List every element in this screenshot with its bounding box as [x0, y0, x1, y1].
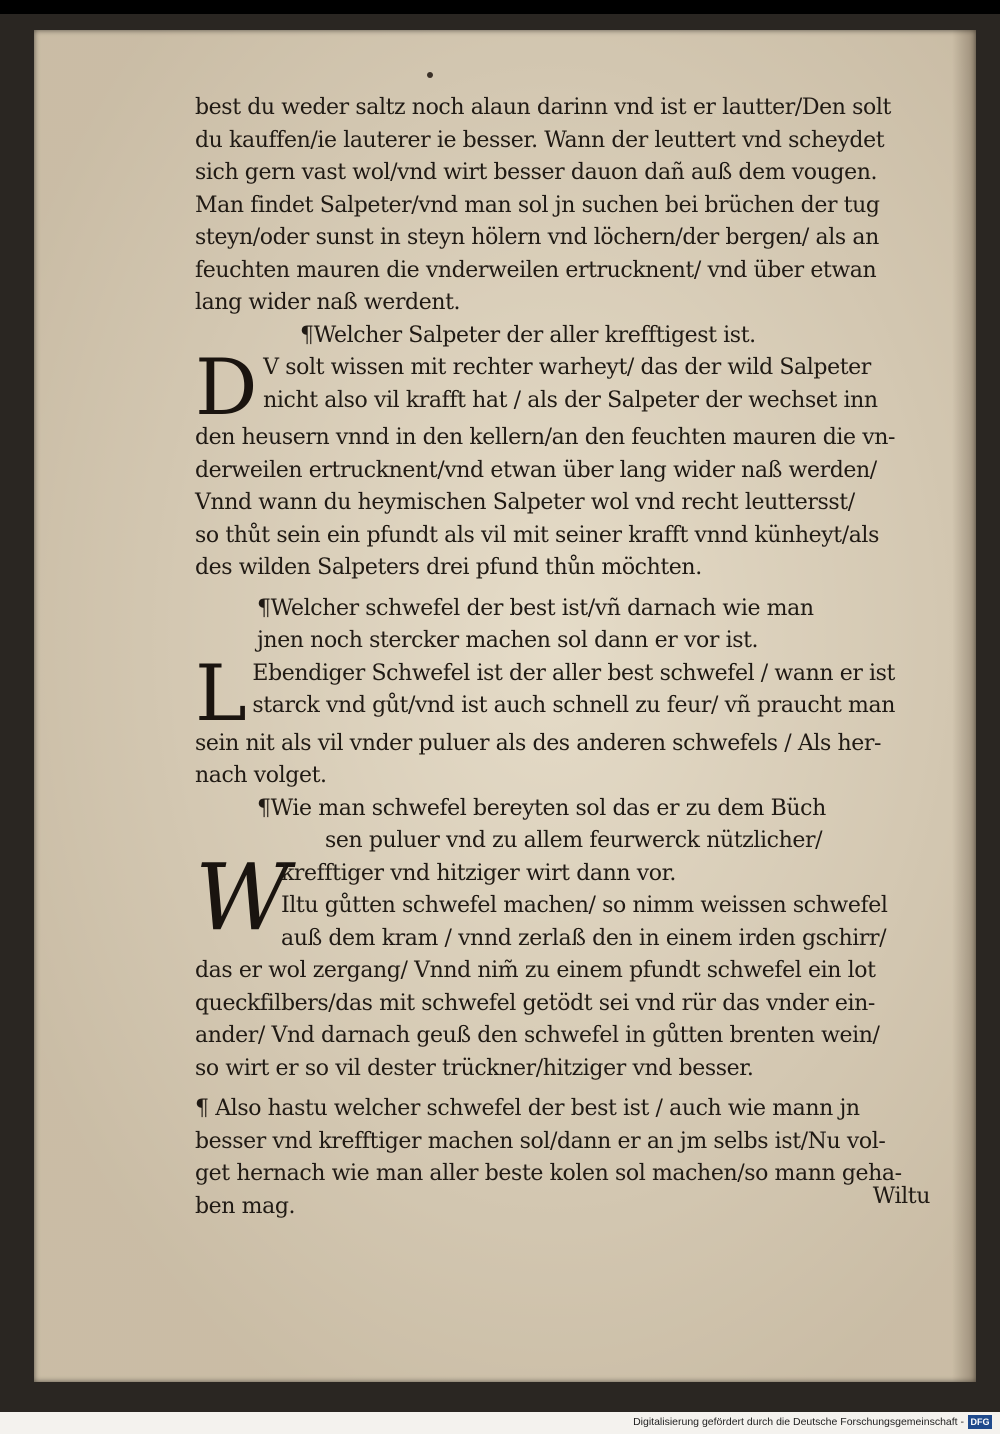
funding-credit: Digitalisierung gefördert durch die Deutsche Forschungsgemeinschaft -	[633, 1416, 964, 1428]
initial-letter: W	[195, 857, 290, 951]
text-line: des wilden Salpeters drei pfund thůn möchten.	[195, 555, 702, 580]
text-line: Ebendiger Schwefel ist der aller best schwefel / wann er ist	[252, 660, 895, 686]
text-line: derweilen ertrucknent/vnd etwan über lang wider naß werden/	[195, 457, 877, 483]
footer-bar	[0, 1412, 1000, 1434]
text-line: ander/ Vnd darnach geuß den schwefel in gůtten brenten wein/	[195, 1023, 880, 1048]
text-line: feuchten mauren die vnderweilen ertrucknent/ vnd über etwan	[195, 257, 877, 283]
page-text	[195, 92, 930, 1223]
text-line: queckfilbers/das mit schwefel getödt sei vnd rür das vnder ein-	[195, 990, 875, 1016]
block-1	[195, 92, 930, 320]
text-line: ¶Welcher schwefel der best ist/vñ darnach wie man	[257, 595, 814, 621]
text-line: so wirt er so vil dester trückner/hitziger vnd besser.	[195, 1055, 754, 1081]
dfg-logo-icon: DFG	[968, 1415, 992, 1429]
text-line: so thůt sein ein pfundt als vil mit seiner krafft vnnd künheyt/als	[195, 522, 879, 548]
paragraph-salpeter	[195, 352, 930, 422]
text-line: get hernach wie man aller beste kolen sol machen/so mann geha-	[195, 1161, 902, 1186]
section-heading-schwefel	[195, 593, 930, 658]
page-spine-shadow	[952, 30, 976, 1382]
text-line: jnen noch stercker machen sol dann er vor ist.	[257, 628, 759, 653]
text-line: lang wider naß werdent.	[195, 290, 461, 315]
section-heading-bereyten	[195, 793, 930, 858]
text-line: den heusern vnnd in den kellern/an den feuchten mauren die vn-	[195, 425, 896, 450]
text-line: Man findet Salpeter/vnd man sol jn suchen bei brüchen der tug	[195, 192, 880, 218]
text-line: besser vnd krefftiger machen sol/dann er an jm selbs ist/Nu vol-	[195, 1128, 886, 1154]
text-span: ben mag.	[195, 1193, 296, 1219]
text-line: sen puluer vnd zu allem feurwerck nützlicher/	[325, 828, 823, 853]
catchword: Wiltu	[872, 1183, 930, 1209]
initial-letter: L	[195, 657, 247, 728]
text-line: ¶Wie man schwefel bereyten sol das er zu dem Büch	[257, 795, 826, 821]
section-heading: ¶Welcher Salpeter der aller krefftigest ist.	[300, 322, 756, 348]
text-line: nicht also vil krafft hat / als der Salpeter der wechset inn	[263, 387, 878, 413]
text-line: das er wol zergang/ Vnnd nim̃ zu einem pfundt schwefel ein lot	[195, 958, 876, 983]
text-line: best du weder saltz noch alaun darinn vnd ist er lautter/Den solt	[195, 95, 891, 120]
scan-top-bar	[0, 0, 1000, 14]
text-line: auß dem kram / vnnd zerlaß den in einem irden gschirr/	[281, 925, 887, 951]
text-line: sich gern vast wol/vnd wirt besser dauon dañ auß dem vougen.	[195, 160, 878, 185]
text-line	[195, 1183, 930, 1224]
text-line: starck vnd gůt/vnd ist auch schnell zu feur/ vñ praucht man	[252, 693, 895, 718]
text-line: Vnnd wann du heymischen Salpeter wol vnd recht leuttersst/	[195, 490, 855, 515]
page-mark	[427, 72, 433, 78]
text-line: sein nit als vil vnder puluer als des anderen schwefels / Als her-	[195, 730, 882, 756]
initial-letter: D	[195, 352, 258, 422]
paragraph-bereyten	[195, 858, 930, 956]
text-line: Iltu gůtten schwefel machen/ so nimm weissen schwefel	[281, 893, 888, 918]
text-line: V solt wissen mit rechter warheyt/ das der wild Salpeter	[263, 355, 871, 380]
text-line: steyn/oder sunst in steyn hölern vnd löchern/der bergen/ als an	[195, 225, 879, 250]
text-line: nach volget.	[195, 763, 327, 788]
text-line: ¶ Also hastu welcher schwefel der best ist / auch wie mann jn	[195, 1096, 860, 1121]
text-line: du kauffen/ie lauterer ie besser. Wann der leuttert vnd scheydet	[195, 127, 885, 153]
paragraph-schwefel	[195, 658, 930, 728]
text-line: krefftiger vnd hitziger wirt dann vor.	[281, 860, 676, 886]
paragraph-closing	[195, 1093, 930, 1223]
